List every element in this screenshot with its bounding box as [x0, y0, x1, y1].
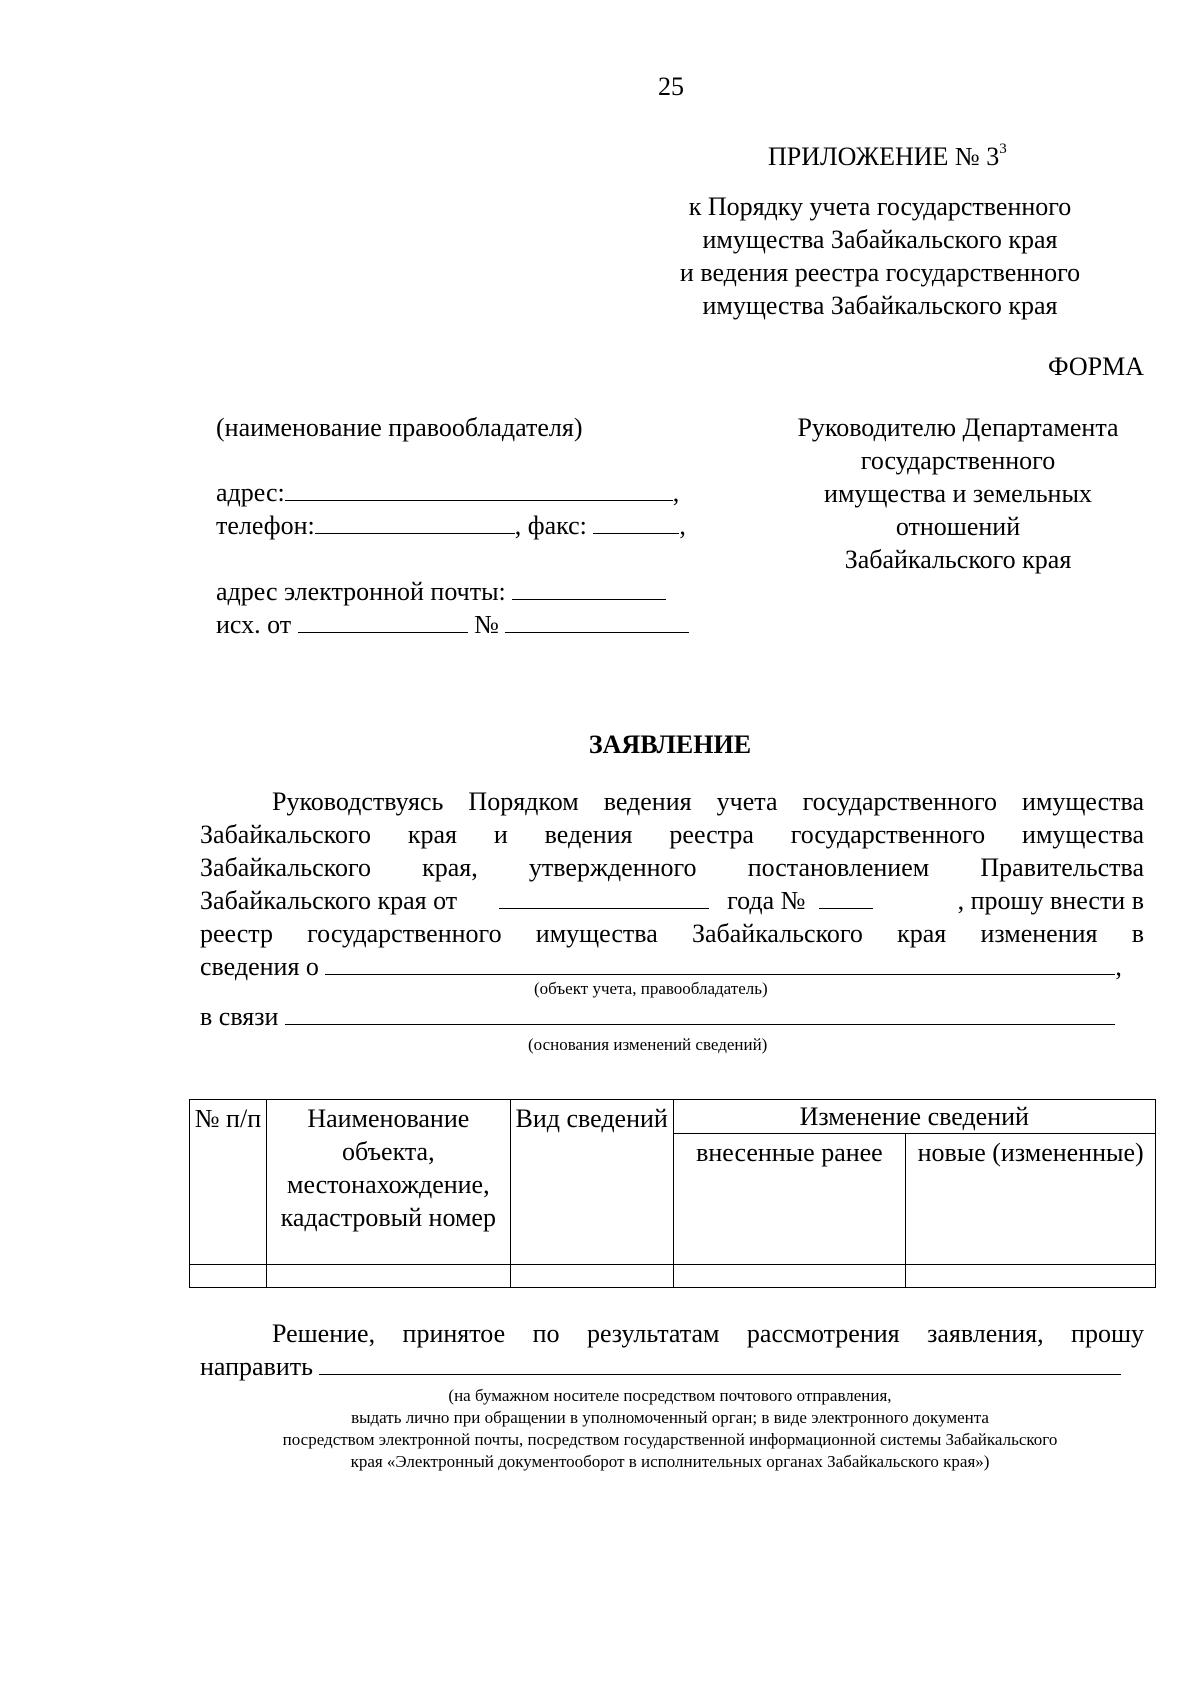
table-header-row	[190, 1100, 1156, 1134]
statement-heading: ЗАЯВЛЕНИЕ	[588, 730, 752, 759]
delivery-caption	[170, 1385, 1170, 1473]
subtitle-line: к Порядку учета государственного	[688, 192, 1072, 221]
outgoing-label: исх. от	[216, 610, 292, 639]
header-kind: Вид сведений	[510, 1100, 673, 1265]
appendix-label: ПРИЛОЖЕНИЕ № 3	[768, 142, 1000, 171]
phone-label: телефон:	[216, 511, 315, 540]
body-line: реестр государственного имущества Забайкальского края изменения в	[200, 919, 1144, 948]
outgoing-number-sign: №	[474, 610, 499, 639]
body-line: Забайкальского края и ведения реестра государственного имущества	[200, 820, 1144, 849]
table-cell[interactable]	[906, 1265, 1156, 1288]
fax-label: , факс:	[514, 511, 587, 540]
table-cell[interactable]	[673, 1265, 906, 1288]
header-new: новые (измененные)	[906, 1134, 1156, 1265]
statement-body	[200, 785, 1144, 983]
changes-table	[189, 1099, 1156, 1288]
sender-phone-line: телефон: , факс: ,	[216, 511, 686, 540]
basis-label: в связи	[200, 1002, 279, 1031]
object-caption: (объект учета, правообладатель)	[534, 979, 768, 998]
request-label: , прошу внести в	[957, 886, 1144, 915]
header-object-name: Наименование объекта, местонахождение, кадастровый номер	[266, 1100, 510, 1265]
resolution-date-field[interactable]	[499, 886, 709, 909]
appendix-superscript: 3	[999, 141, 1007, 157]
header-number: № п/п	[190, 1100, 267, 1265]
resolution-number-field[interactable]	[819, 886, 873, 909]
caption-line: края «Электронный документооборот в исполнительных органах Забайкальского края»)	[350, 1452, 990, 1471]
caption-line: посредством электронной почты, посредством государственной информационной системы Забайкальского	[282, 1430, 1058, 1449]
table-cell[interactable]	[266, 1265, 510, 1288]
page-number: 25	[658, 72, 684, 101]
subtitle-line: имущества Забайкальского края	[702, 225, 1058, 254]
sender-address-line: адрес: ,	[216, 478, 680, 507]
caption-line: (на бумажном носителе посредством почтового отправления,	[448, 1386, 892, 1405]
addressee-line: Забайкальского края	[844, 545, 1072, 574]
appendix-title	[768, 140, 1007, 173]
phone-field[interactable]	[315, 511, 515, 534]
appendix-subtitle	[640, 190, 1120, 322]
caption-line: выдать лично при обращении в уполномоченный орган; в виде электронного документа	[351, 1408, 989, 1427]
basis-field[interactable]	[285, 1002, 1115, 1025]
delivery-method-field[interactable]	[319, 1352, 1121, 1375]
basis-line	[200, 1000, 1115, 1033]
body-line-object: сведения о ,	[200, 952, 1122, 981]
subtitle-line: имущества Забайкальского края	[702, 291, 1058, 320]
object-label: сведения о	[200, 952, 319, 981]
email-field[interactable]	[512, 577, 666, 600]
outgoing-number-field[interactable]	[505, 610, 689, 633]
year-number-label: года №	[727, 886, 806, 915]
sender-name-caption: (наименование правообладателя)	[216, 413, 583, 442]
addressee-line: государственного	[860, 446, 1056, 475]
addressee-line: имущества и земельных	[824, 479, 1092, 508]
outgoing-date-field[interactable]	[298, 610, 468, 633]
header-previous: внесенные ранее	[673, 1134, 906, 1265]
decision-line: Решение, принятое по результатам рассмотрения заявления, прошу	[272, 1319, 1144, 1348]
email-label: адрес электронной почты:	[216, 577, 506, 606]
decision-direct-line	[200, 1350, 1144, 1383]
form-label: ФОРМА	[1048, 352, 1144, 381]
addressee-line: Руководителю Департамента	[797, 413, 1119, 442]
body-line-date	[200, 884, 1144, 917]
table-cell[interactable]	[510, 1265, 673, 1288]
addressee-line: отношений	[895, 512, 1021, 541]
object-field[interactable]	[325, 952, 1115, 975]
addressee-block	[768, 411, 1148, 576]
subtitle-line: и ведения реестра государственного	[679, 258, 1081, 287]
body-line: Забайкальского края, утвержденного постановлением Правительства	[200, 853, 1144, 882]
sender-email-line	[216, 575, 666, 608]
address-label: адрес:	[216, 478, 285, 507]
fax-field[interactable]	[593, 511, 679, 534]
body-line: Руководствуясь Порядком ведения учета государственного имущества	[272, 787, 1144, 816]
address-field[interactable]	[285, 478, 673, 501]
table-cell[interactable]	[190, 1265, 267, 1288]
basis-caption: (основания изменений сведений)	[528, 1035, 768, 1054]
header-changes: Изменение сведений	[673, 1100, 1155, 1134]
decision-block	[200, 1317, 1144, 1383]
sender-outgoing-line	[216, 608, 689, 641]
table-row	[190, 1265, 1156, 1288]
direct-label: направить	[200, 1352, 313, 1381]
date-label: Забайкальского края от	[200, 886, 458, 915]
